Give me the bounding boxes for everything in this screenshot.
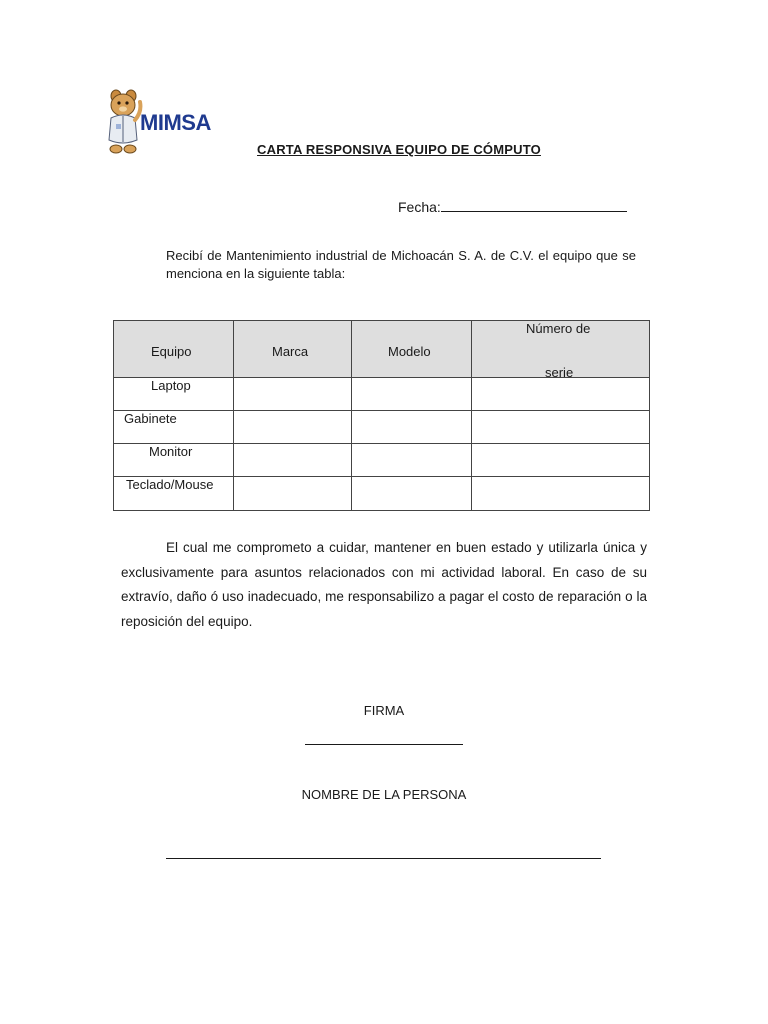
table-row-label: Teclado/Mouse — [114, 477, 234, 510]
table-header-cell — [114, 321, 234, 378]
table-cell-empty — [234, 411, 352, 444]
header-marca: Marca — [272, 344, 309, 359]
name-label: NOMBRE DE LA PERSONA — [301, 787, 467, 802]
table-header-cell — [234, 321, 352, 378]
logo-wordmark: MIMSA — [140, 110, 211, 135]
document-title: CARTA RESPONSIVA EQUIPO DE CÓMPUTO — [257, 142, 541, 157]
table-header-cell — [472, 321, 649, 378]
name-line — [166, 858, 601, 859]
header-modelo: Modelo — [388, 344, 431, 359]
date-blank-line — [441, 198, 627, 212]
intro-paragraph: Recibí de Mantenimiento industrial de Michoacán S. A. de C.V. el equipo que se menciona en la siguiente tabla: — [166, 248, 636, 281]
table-cell-empty — [472, 411, 649, 444]
commitment-paragraph — [121, 536, 647, 634]
table-header-cell — [352, 321, 472, 378]
signature-line — [305, 744, 463, 745]
table-cell-empty — [352, 378, 472, 411]
signature-label: FIRMA — [363, 703, 405, 718]
table-cell-empty — [352, 444, 472, 477]
table-cell-empty — [472, 477, 649, 510]
table-cell-empty — [234, 444, 352, 477]
equipment-table — [113, 320, 650, 511]
header-numero: Número de — [526, 321, 591, 336]
commitment-text: El cual me comprometo a cuidar, mantener en buen estado y utilizarla única y exclusivamente para asuntos relacionados con mi actividad laboral. En caso de su extravío, daño ó uso inadecuado, me responsabilizo a pagar el costo de reparación o la reposición del equipo. — [121, 540, 647, 629]
date-field — [398, 198, 627, 215]
table-cell-empty — [352, 477, 472, 510]
table-cell-empty — [234, 378, 352, 411]
header-serie: serie — [545, 365, 574, 380]
table-cell-empty — [352, 411, 472, 444]
header-equipo: Equipo — [151, 344, 192, 359]
table-cell-empty — [234, 477, 352, 510]
table-row-label: Laptop — [114, 378, 234, 411]
table-row-label: Monitor — [114, 444, 234, 477]
table-cell-empty — [472, 378, 649, 411]
date-label: Fecha: — [398, 199, 441, 215]
table-cell-empty — [472, 444, 649, 477]
table-row-label: Gabinete — [114, 411, 234, 444]
